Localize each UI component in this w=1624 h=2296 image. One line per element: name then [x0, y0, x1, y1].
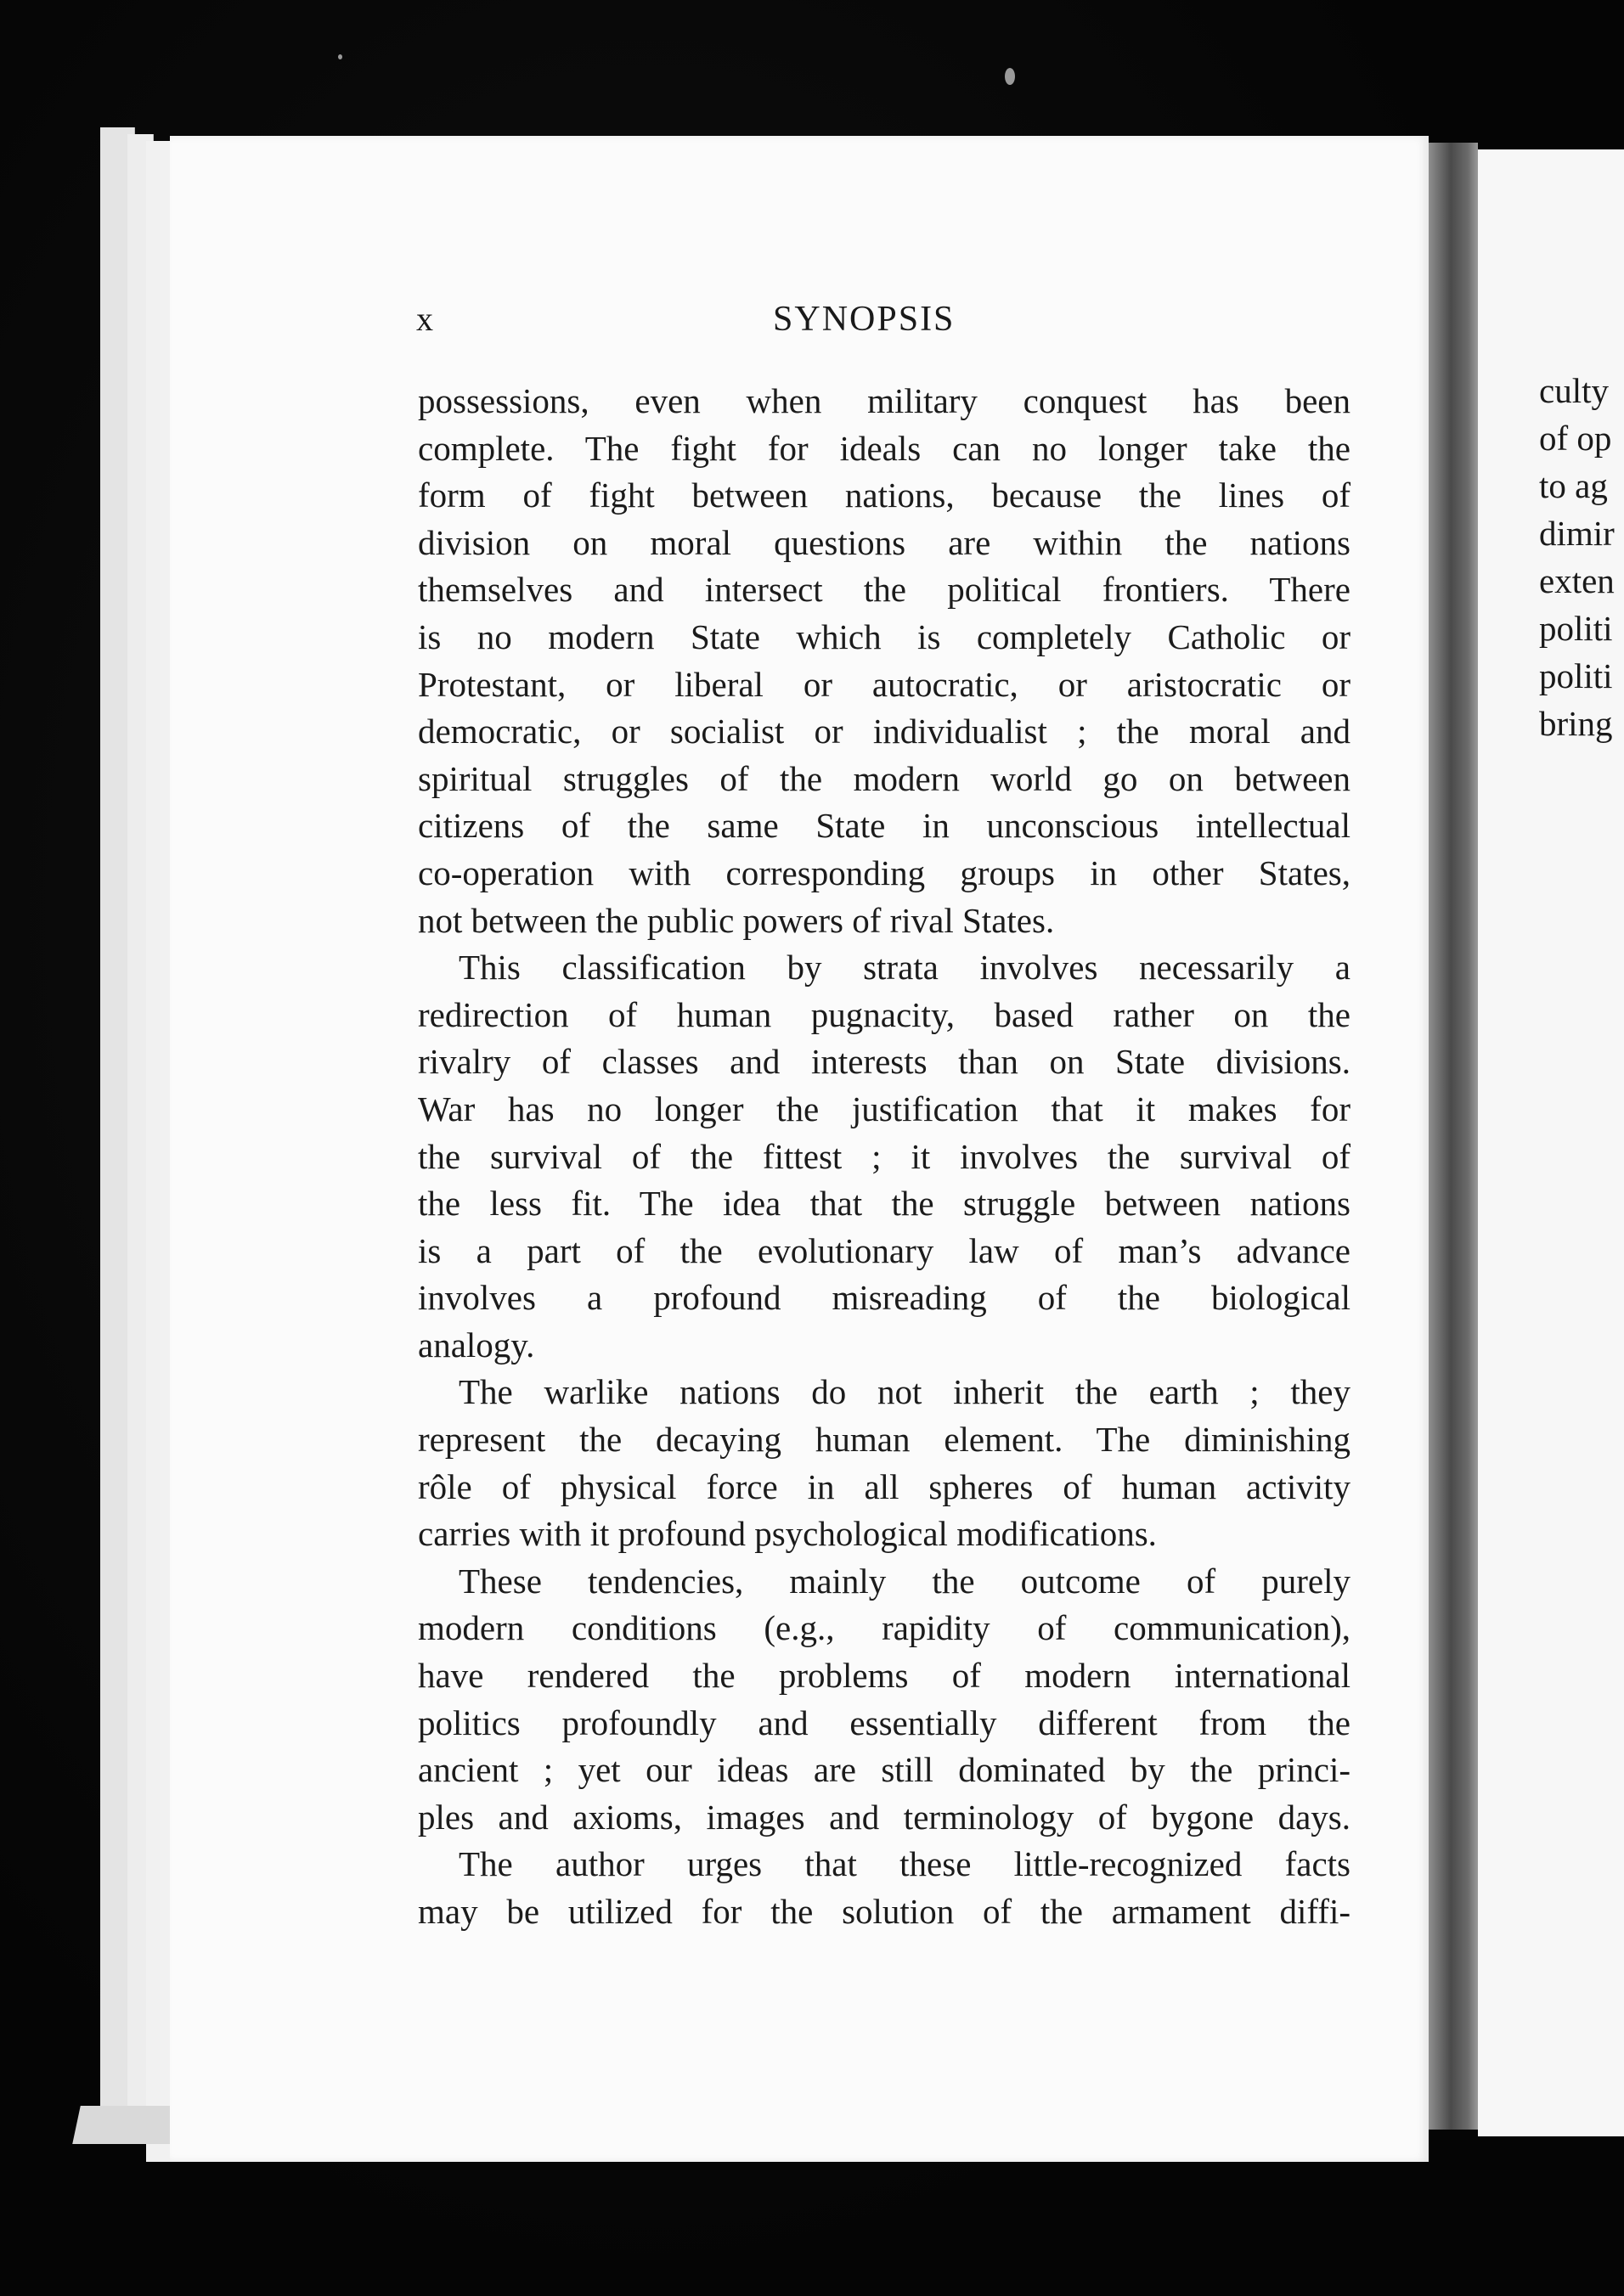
facing-line: of op — [1539, 419, 1612, 458]
text-line: redirection of human pugnacity, based rather on the — [418, 994, 1351, 1034]
text-line: form of fight between nations, because the lines of — [418, 476, 1351, 515]
page-corner — [72, 2106, 183, 2144]
facing-line: politi — [1539, 656, 1613, 695]
text-line: spiritual struggles of the modern world go on between — [418, 758, 1351, 798]
body-text — [418, 378, 1351, 1936]
dust-speck — [1005, 68, 1015, 85]
text-line: not between the public powers of rival States. — [418, 900, 1055, 940]
text-line: This classification by strata involves necessarily a — [459, 948, 1351, 988]
text-line: the less fit. The idea that the struggle between nations — [418, 1184, 1351, 1224]
running-head — [416, 299, 1351, 341]
text-line: War has no longer the justification that it makes for — [418, 1089, 1351, 1128]
text-line: have rendered the problems of modern international — [418, 1656, 1351, 1696]
running-head-title: SYNOPSIS — [773, 300, 956, 339]
facing-line: bring — [1539, 704, 1613, 743]
page-gutter — [1429, 143, 1478, 2130]
facing-line: exten — [1539, 561, 1615, 600]
text-line: Protestant, or liberal or autocratic, or aristocratic or — [418, 664, 1351, 704]
text-line: represent the decaying human element. The diminishing — [418, 1420, 1351, 1460]
text-line: may be utilized for the solution of the armament diffi- — [418, 1892, 1351, 1931]
facing-line: culty — [1539, 371, 1609, 410]
text-line: ancient ; yet our ideas are still dominated by the princi- — [418, 1750, 1351, 1790]
text-line: ples and axioms, images and terminology of bygone days. — [418, 1797, 1351, 1837]
text-line: democratic, or socialist or individualist ; the moral and — [418, 712, 1351, 751]
text-line: modern conditions (e.g., rapidity of communication), — [418, 1608, 1351, 1648]
facing-line: politi — [1539, 609, 1613, 648]
text-line: citizens of the same State in unconscious intellectual — [418, 806, 1351, 846]
text-line: The warlike nations do not inherit the earth ; they — [459, 1372, 1351, 1412]
facing-line: dimir — [1539, 514, 1615, 553]
text-line: These tendencies, mainly the outcome of purely — [459, 1561, 1351, 1601]
dust-speck — [338, 54, 342, 59]
page-number: x — [416, 300, 433, 338]
text-line: the survival of the fittest ; it involves the survival of — [418, 1136, 1351, 1176]
text-line: rôle of physical force in all spheres of human activity — [418, 1466, 1351, 1506]
facing-line: to ag — [1539, 466, 1608, 505]
text-line: analogy. — [418, 1325, 535, 1365]
text-line: division on moral questions are within the nations — [418, 522, 1351, 562]
text-line: is a part of the evolutionary law of man’s advance — [418, 1230, 1351, 1270]
text-line: involves a profound misreading of the biological — [418, 1278, 1351, 1318]
facing-page — [1478, 149, 1624, 2136]
text-line: possessions, even when military conquest has been — [418, 381, 1351, 420]
text-line: co-operation with corresponding groups in other States, — [418, 853, 1351, 892]
text-line: themselves and intersect the political frontiers. There — [418, 570, 1351, 610]
text-line: politics profoundly and essentially different from the — [418, 1702, 1351, 1742]
text-line: carries with it profound psychological modifications. — [418, 1514, 1157, 1554]
text-line: rivalry of classes and interests than on State divisions. — [418, 1042, 1351, 1082]
text-line: complete. The fight for ideals can no longer take the — [418, 428, 1351, 468]
text-line: The author urges that these little-recognized facts — [459, 1844, 1351, 1884]
text-line: is no modern State which is completely Catholic or — [418, 616, 1351, 656]
